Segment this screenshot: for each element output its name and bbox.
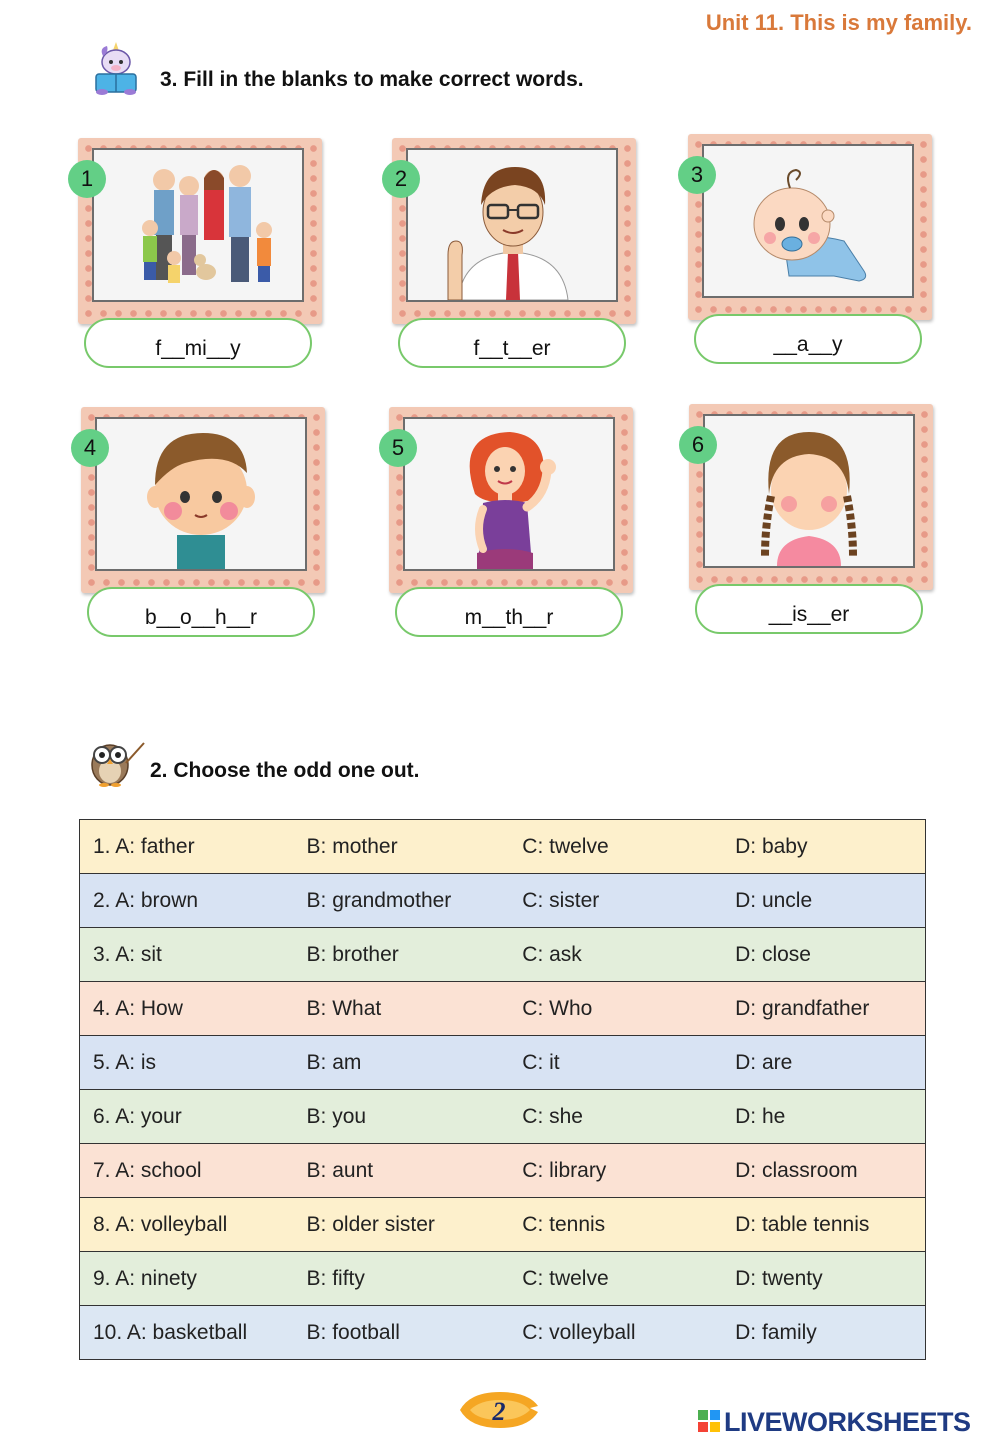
option-cell-a[interactable]: 8. A: volleyball <box>80 1198 294 1252</box>
table-row <box>80 1090 926 1144</box>
card-1 <box>78 138 328 388</box>
option-cell-c[interactable]: C: Who <box>509 982 722 1036</box>
table-row <box>80 928 926 982</box>
option-cell-b[interactable]: B: aunt <box>294 1144 510 1198</box>
option-cell-b[interactable]: B: football <box>294 1306 510 1360</box>
option-cell-c[interactable]: C: tennis <box>509 1198 722 1252</box>
baby-picture <box>702 144 914 298</box>
answer-field[interactable]: f__t__er <box>398 318 626 368</box>
card-4 <box>81 407 331 657</box>
option-cell-c[interactable]: C: twelve <box>509 820 722 874</box>
option-cell-a[interactable]: 10. A: basketball <box>80 1306 294 1360</box>
option-cell-c[interactable]: C: it <box>509 1036 722 1090</box>
option-cell-d[interactable]: D: table tennis <box>722 1198 925 1252</box>
option-cell-d[interactable]: D: family <box>722 1306 925 1360</box>
option-cell-c[interactable]: C: volleyball <box>509 1306 722 1360</box>
option-cell-b[interactable]: B: brother <box>294 928 510 982</box>
picture-frame <box>78 138 322 324</box>
option-cell-a[interactable]: 9. A: ninety <box>80 1252 294 1306</box>
option-cell-b[interactable]: B: fifty <box>294 1252 510 1306</box>
picture-frame <box>81 407 325 593</box>
card-6 <box>689 404 939 654</box>
unit-title: Unit 11. This is my family. <box>705 10 972 35</box>
option-cell-a[interactable]: 1. A: father <box>80 820 294 874</box>
unicorn-reading-icon <box>86 40 142 96</box>
page-number: 2 <box>492 1397 506 1426</box>
option-cell-d[interactable]: D: he <box>722 1090 925 1144</box>
picture-frame <box>689 404 933 590</box>
number-badge: 2 <box>382 160 420 198</box>
family-picture <box>92 148 304 302</box>
number-badge: 6 <box>679 426 717 464</box>
option-cell-a[interactable]: 3. A: sit <box>80 928 294 982</box>
table-row <box>80 982 926 1036</box>
boy-picture <box>95 417 307 571</box>
option-cell-d[interactable]: D: twenty <box>722 1252 925 1306</box>
option-cell-b[interactable]: B: What <box>294 982 510 1036</box>
option-cell-b[interactable]: B: mother <box>294 820 510 874</box>
card-5 <box>389 407 639 657</box>
option-cell-a[interactable]: 2. A: brown <box>80 874 294 928</box>
option-cell-c[interactable]: C: twelve <box>509 1252 722 1306</box>
brand-name: LIVEWORKSHEETS <box>724 1407 971 1437</box>
card-2 <box>392 138 642 388</box>
table-row <box>80 1036 926 1090</box>
option-cell-d[interactable]: D: close <box>722 928 925 982</box>
option-cell-c[interactable]: C: ask <box>509 928 722 982</box>
option-cell-a[interactable]: 6. A: your <box>80 1090 294 1144</box>
card-3 <box>688 134 938 384</box>
option-cell-d[interactable]: D: are <box>722 1036 925 1090</box>
option-cell-b[interactable]: B: am <box>294 1036 510 1090</box>
option-cell-b[interactable]: B: older sister <box>294 1198 510 1252</box>
table-row <box>80 1144 926 1198</box>
picture-frame <box>392 138 636 324</box>
answer-field[interactable]: b__o__h__r <box>87 587 315 637</box>
table-row <box>80 1198 926 1252</box>
odd-one-out-table <box>79 819 926 1360</box>
table-row <box>80 874 926 928</box>
option-cell-a[interactable]: 5. A: is <box>80 1036 294 1090</box>
option-cell-a[interactable]: 7. A: school <box>80 1144 294 1198</box>
number-badge: 5 <box>379 429 417 467</box>
table-row <box>80 820 926 874</box>
table-row <box>80 1252 926 1306</box>
father-picture <box>406 148 618 302</box>
girl-picture <box>703 414 915 568</box>
option-cell-d[interactable]: D: baby <box>722 820 925 874</box>
answer-field[interactable]: __a__y <box>694 314 922 364</box>
owl-teacher-icon <box>84 733 148 787</box>
answer-field[interactable]: f__mi__y <box>84 318 312 368</box>
option-cell-d[interactable]: D: classroom <box>722 1144 925 1198</box>
answer-field[interactable]: m__th__r <box>395 587 623 637</box>
picture-frame <box>389 407 633 593</box>
option-cell-c[interactable]: C: library <box>509 1144 722 1198</box>
option-cell-b[interactable]: B: grandmother <box>294 874 510 928</box>
option-cell-d[interactable]: D: grandfather <box>722 982 925 1036</box>
number-badge: 1 <box>68 160 106 198</box>
number-badge: 4 <box>71 429 109 467</box>
exercise-1-heading: 3. Fill in the blanks to make correct words. <box>160 68 584 91</box>
exercise-2-heading: 2. Choose the odd one out. <box>150 759 420 782</box>
picture-frame <box>688 134 932 320</box>
option-cell-d[interactable]: D: uncle <box>722 874 925 928</box>
mother-picture <box>403 417 615 571</box>
option-cell-c[interactable]: C: sister <box>509 874 722 928</box>
table-row <box>80 1306 926 1360</box>
liveworksheets-logo-icon <box>698 1410 720 1432</box>
option-cell-a[interactable]: 4. A: How <box>80 982 294 1036</box>
answer-field[interactable]: __is__er <box>695 584 923 634</box>
page-number-badge <box>456 1388 542 1432</box>
option-cell-b[interactable]: B: you <box>294 1090 510 1144</box>
number-badge: 3 <box>678 156 716 194</box>
option-cell-c[interactable]: C: she <box>509 1090 722 1144</box>
